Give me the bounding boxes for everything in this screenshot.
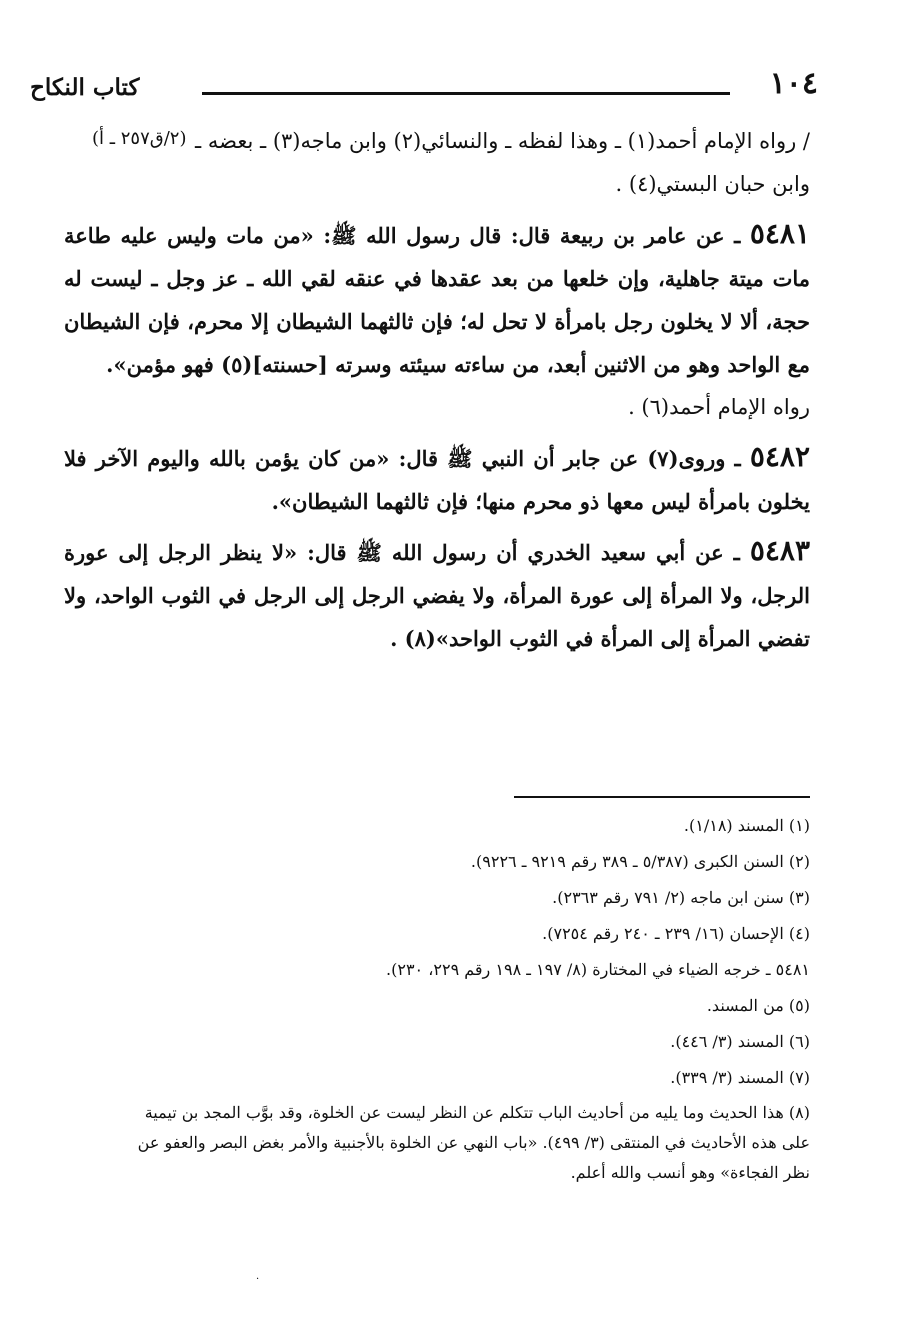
header-rule — [202, 92, 730, 95]
footnotes — [130, 808, 810, 1188]
main-text — [64, 120, 810, 660]
intro-line-1: / رواه الإمام أحمد(١) ـ وهذا لفظه ـ والنسائي(٢) وابن ماجه(٣) ـ بعضه ـ — [195, 129, 810, 153]
footnote-3: (٣) سنن ابن ماجه (٢/ ٧٩١ رقم ٢٣٦٣). — [552, 888, 810, 907]
hadith-number: ٥٤٨٣ — [749, 534, 810, 567]
hadith-text: ـ عن أبي سعيد الخدري أن رسول الله ﷺ قال: «لا ينظر الرجل إلى عورة الرجل، ولا المرأة إلى عورة المرأة، ولا يفضي الرجل إلى الرجل في الثوب الواحد، ولا تفضي المرأة إلى المرأة في الثوب الواحد»(٨) . — [64, 540, 810, 651]
book-title: كتاب النكاح — [30, 74, 140, 101]
hadith-5482 — [64, 435, 810, 523]
footnote-5: (٥) من المسند. — [706, 996, 810, 1015]
hadith-number: ٥٤٨١ — [749, 217, 810, 250]
hadith-5481 — [64, 212, 810, 386]
footnote-1: (١) المسند (١/١٨). — [683, 816, 810, 835]
footnote-2: (٢) السنن الكبرى (٥/٣٨٧ ـ ٣٨٩ رقم ٩٢١٩ ـ ٩٢٢٦). — [470, 852, 810, 871]
margin-manuscript-reference: (٢/ق٢٥٧ ـ أ) — [92, 128, 187, 149]
hadith-text: ـ وروى(٧) عن جابر أن النبي ﷺ قال: «من كان يؤمن بالله واليوم الآخر فلا يخلون بامرأة ليس معها ذو محرم منها؛ فإن ثالثهما الشيطان». — [64, 446, 810, 514]
footnote-5481: ٥٤٨١ ـ خرجه الضياء في المختارة (٨/ ١٩٧ ـ ١٩٨ رقم ٢٢٩، ٢٣٠). — [386, 960, 810, 979]
hadith-5483 — [64, 529, 810, 660]
footnote-6: (٦) المسند (٣/ ٤٤٦). — [670, 1032, 810, 1051]
footnote-separator — [514, 796, 810, 798]
footnote-4: (٤) الإحسان (١٦/ ٢٣٩ ـ ٢٤٠ رقم ٧٢٥٤). — [542, 924, 810, 943]
scan-speck: · — [256, 1274, 260, 1285]
hadith-text: ـ عن عامر بن ربيعة قال: قال رسول الله ﷺ: «من مات وليس عليه طاعة مات ميتة جاهلية، وإن خلعها من بعد عقدها في عنقه لقي الله ـ عز وجل ـ ليست له حجة، ألا لا يخلون رجل بامرأة لا تحل له؛ فإن ثالثهما الشيطان إلا محرم، فإن الشيطان مع الواحد وهو من الاثنين أبعد، من ساءته سيئته وسرته [حسنته](٥) فهو مؤمن». — [64, 223, 810, 377]
intro-line-2: وابن حبان البستي(٤) . — [615, 172, 810, 196]
hadith-number: ٥٤٨٢ — [749, 440, 810, 473]
footnote-7: (٧) المسند (٣/ ٣٣٩). — [670, 1068, 810, 1087]
page-number: ١٠٤ — [769, 66, 818, 101]
footnote-8: (٨) هذا الحديث وما يليه من أحاديث الباب تتكلم عن النظر ليست عن الخلوة، وقد بوَّب المجد بن تيمية على هذه الأحاديث في المنتقى (٣/ ٤٩٩). «باب النهي عن الخلوة بالأجنبية والأمر بغض البصر والعفو عن نظر الفجاءة» وهو أنسب والله أعلم. — [137, 1103, 810, 1182]
hadith-5481-source: رواه الإمام أحمد(٦) . — [628, 395, 810, 419]
page-header — [30, 66, 818, 114]
